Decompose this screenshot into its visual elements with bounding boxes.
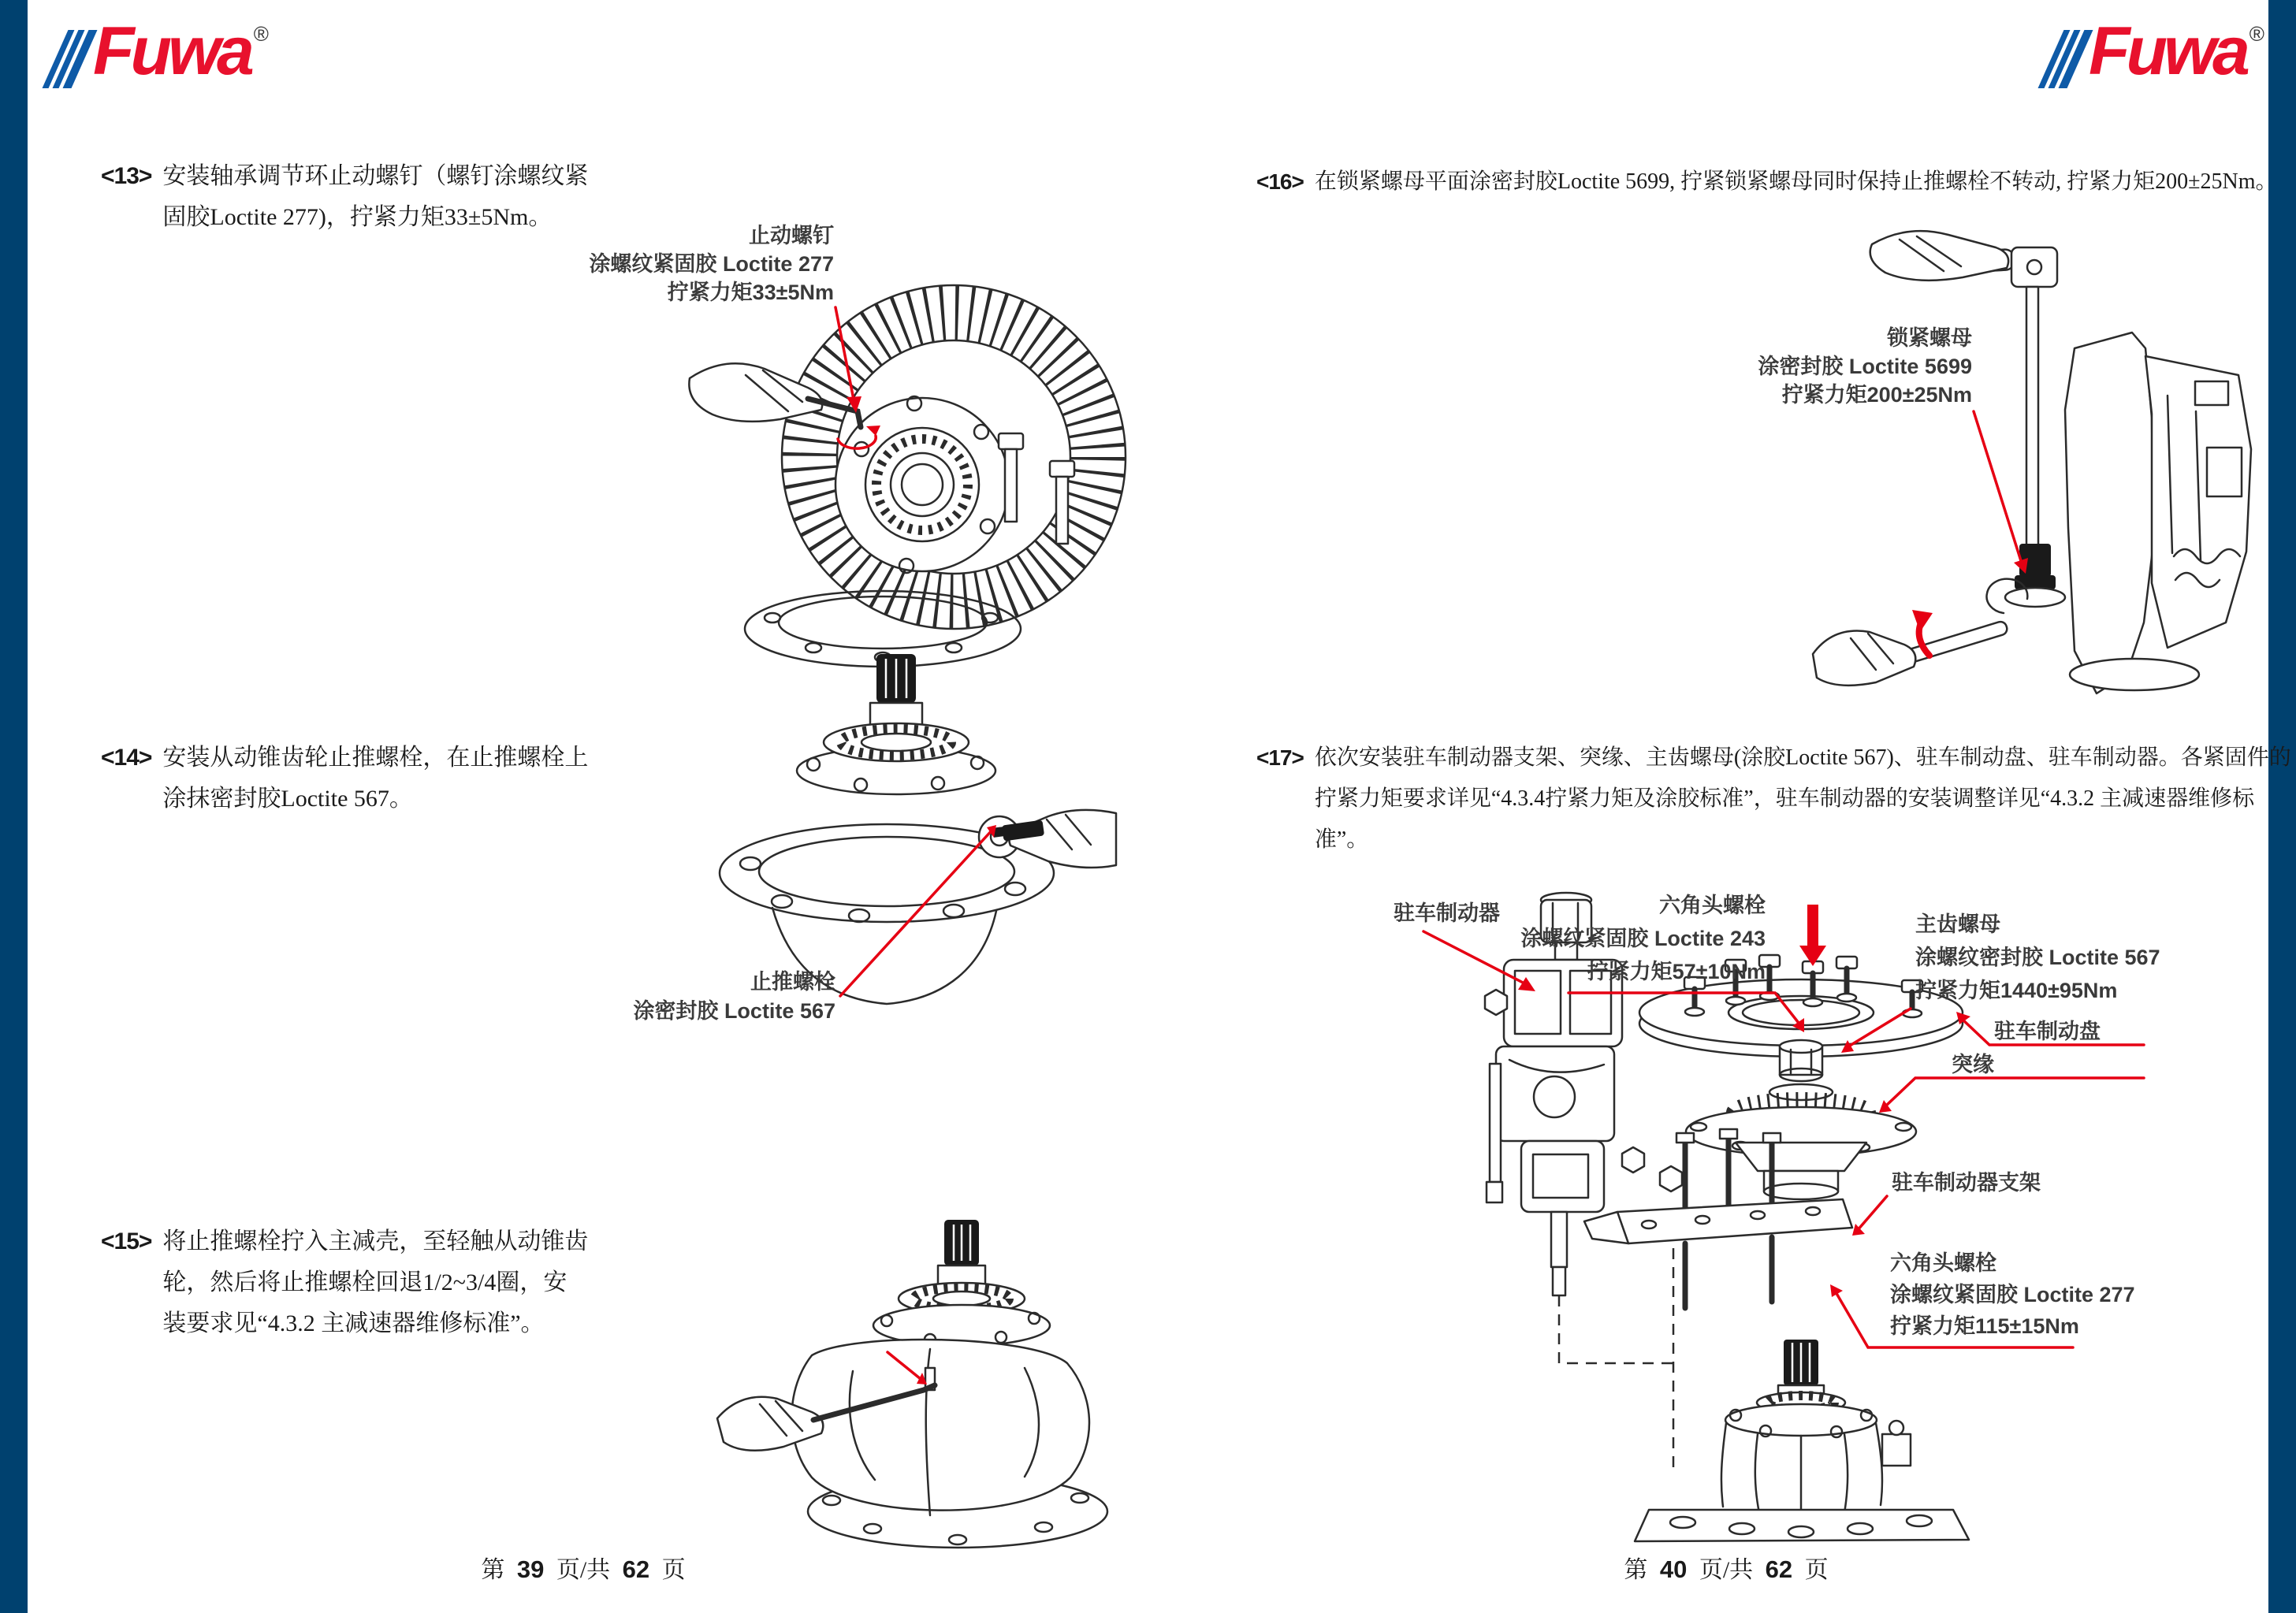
bearing-cap: [797, 723, 995, 794]
logo-wordmark: Fuwa: [93, 13, 251, 89]
leader-line: [835, 307, 854, 403]
label-hex-bolt-top-line3: 拧紧力矩57±10Nm: [1587, 960, 1766, 983]
install-direction-arrow: [1799, 905, 1826, 966]
carrier-housing-lower: [1635, 1340, 1969, 1541]
pinion-shaft: [938, 1220, 985, 1284]
step-13: [101, 156, 588, 238]
step-text-line: 安装从动锥齿轮止推螺栓，在止推螺栓上: [162, 745, 589, 771]
step-number: <16>: [1256, 169, 1304, 194]
footer-total-pages: 62: [1765, 1555, 1793, 1583]
lower-hand: [1813, 631, 1915, 686]
step-text-line: 在锁紧螺母平面涂密封胶Loctite 5699, 拧紧锁紧螺母同时保持止推螺栓不转动, 拧紧力矩200±25Nm。: [1314, 169, 2278, 194]
callout-stop-screw-line2: 涂螺纹紧固胶 Loctite 277: [589, 252, 834, 276]
leader-line: [1885, 1078, 2144, 1106]
label-pinion-nut-line3: 拧紧力矩1440±95Nm: [1915, 979, 2118, 1002]
footer-text: 页: [661, 1557, 686, 1583]
step-14: [101, 738, 588, 820]
step-text-line: 固胶Loctite 277)，拧紧力矩33±5Nm。: [162, 204, 553, 230]
footer-text: 页: [1804, 1557, 1829, 1583]
callout-stop-screw-line1: 止动螺钉: [749, 224, 834, 247]
step-text-line: 将止推螺栓拧入主减壳，至轻触从动锥齿: [162, 1228, 589, 1254]
label-brake-disc: 驻车制动盘: [1994, 1020, 2101, 1043]
diagram-parking-brake-exploded: [1371, 883, 2183, 1560]
step-number: <14>: [101, 745, 152, 771]
label-pinion-nut-line2: 涂螺纹密封胶 Loctite 567: [1915, 946, 2160, 969]
callout-stop-screw-line3: 拧紧力矩33±5Nm: [667, 281, 834, 304]
pinion-shaft: [870, 654, 922, 727]
flange: [1686, 1099, 1916, 1199]
diagram-backoff-bolt: [694, 1206, 1135, 1560]
step-17: [1256, 738, 2291, 860]
left-edge-band: [0, 0, 28, 1613]
bearing-cap: [873, 1283, 1050, 1346]
footer-page-number: 40: [1659, 1555, 1688, 1583]
step-text-line: 安装轴承调节环止动螺钉（螺钉涂螺纹紧: [162, 163, 589, 189]
loose-nut: [1660, 1166, 1682, 1191]
registered-mark: ®: [253, 22, 269, 46]
step-number: <17>: [1256, 745, 1304, 770]
step-text-line: 涂抹密封胶Loctite 567。: [162, 786, 413, 812]
assembly-dashed-line: [1559, 1229, 1673, 1475]
logo-wordmark: Fuwa: [2089, 13, 2246, 89]
page-footer-right: [1568, 1556, 1884, 1584]
footer-text: 页/共: [1699, 1557, 1754, 1583]
footer-text: 页/共: [556, 1557, 611, 1583]
logo-slash-icon: [55, 27, 88, 88]
carrier-shell: [791, 1340, 1089, 1515]
callout-lock-nut-line2: 涂密封胶 Loctite 5699: [1758, 355, 1972, 378]
page-footer-left: [426, 1556, 741, 1584]
label-hex-bolt-bottom-line2: 涂螺纹紧固胶 Loctite 277: [1890, 1283, 2135, 1306]
step-text-line: 拧紧力矩要求详见“4.3.4拧紧力矩及涂胶标准”，驻车制动器的安装调整详见“4.3.2 主减速器维修标: [1314, 786, 2255, 811]
diagram-stop-screw: [589, 213, 1119, 686]
fuwa-logo-left: [55, 13, 269, 96]
step-number: <13>: [101, 163, 152, 189]
pinion-nut: [1769, 1040, 1833, 1100]
carrier-housing: [2065, 333, 2251, 693]
step-text-line: 轮，然后将止推螺栓回退1/2~3/4圈，安: [162, 1269, 567, 1295]
label-bracket: 驻车制动器支架: [1892, 1171, 2041, 1195]
step-16: [1256, 162, 2278, 203]
callout-lock-nut-line3: 拧紧力矩200±25Nm: [1781, 383, 1972, 407]
step-text-line: 准”。: [1314, 827, 1369, 852]
logo-slash-icon: [2051, 27, 2084, 88]
label-hex-bolt-bottom-line1: 六角头螺栓: [1890, 1251, 1996, 1275]
step-text-line: 装要求见“4.3.2 主减速器维修标准”。: [162, 1310, 545, 1336]
label-hex-bolt-bottom-line3: 拧紧力矩115±15Nm: [1890, 1314, 2079, 1338]
callout-thrust-bolt-line1: 止推螺栓: [750, 970, 835, 994]
diagram-lock-nut: [1758, 213, 2262, 709]
footer-total-pages: 62: [622, 1555, 650, 1583]
step-text-line: 依次安装驻车制动器支架、突缘、主齿螺母(涂胶Loctite 567)、驻车制动盘、驻车制动器。各紧固件的: [1314, 745, 2291, 770]
step-15: [101, 1221, 588, 1344]
fuwa-logo-right: [2051, 13, 2264, 96]
case-bolts: [999, 433, 1074, 544]
leader-line: [1857, 1196, 1887, 1231]
leader-line: [1423, 931, 1528, 985]
step-number: <15>: [101, 1228, 152, 1254]
upper-hand: [1870, 231, 2008, 281]
label-pinion-nut-line1: 主齿螺母: [1915, 912, 2000, 936]
diagram-thrust-bolt: [633, 630, 1119, 1040]
leader-line: [1974, 411, 2022, 566]
label-hex-bolt-top-line1: 六角头螺栓: [1659, 894, 1766, 917]
label-hex-bolt-top-line2: 涂螺纹紧固胶 Loctite 243: [1520, 927, 1766, 950]
footer-text: 第: [1624, 1557, 1648, 1583]
label-flange: 突缘: [1952, 1053, 1994, 1076]
label-parking-brake: 驻车制动器: [1394, 901, 1500, 925]
callout-thrust-bolt-line2: 涂密封胶 Loctite 567: [633, 999, 835, 1023]
footer-text: 第: [481, 1557, 505, 1583]
loose-nut: [1622, 1147, 1644, 1173]
callout-lock-nut-line1: 锁紧螺母: [1887, 326, 1972, 350]
registered-mark: ®: [2249, 22, 2264, 46]
footer-page-number: 39: [516, 1555, 545, 1583]
